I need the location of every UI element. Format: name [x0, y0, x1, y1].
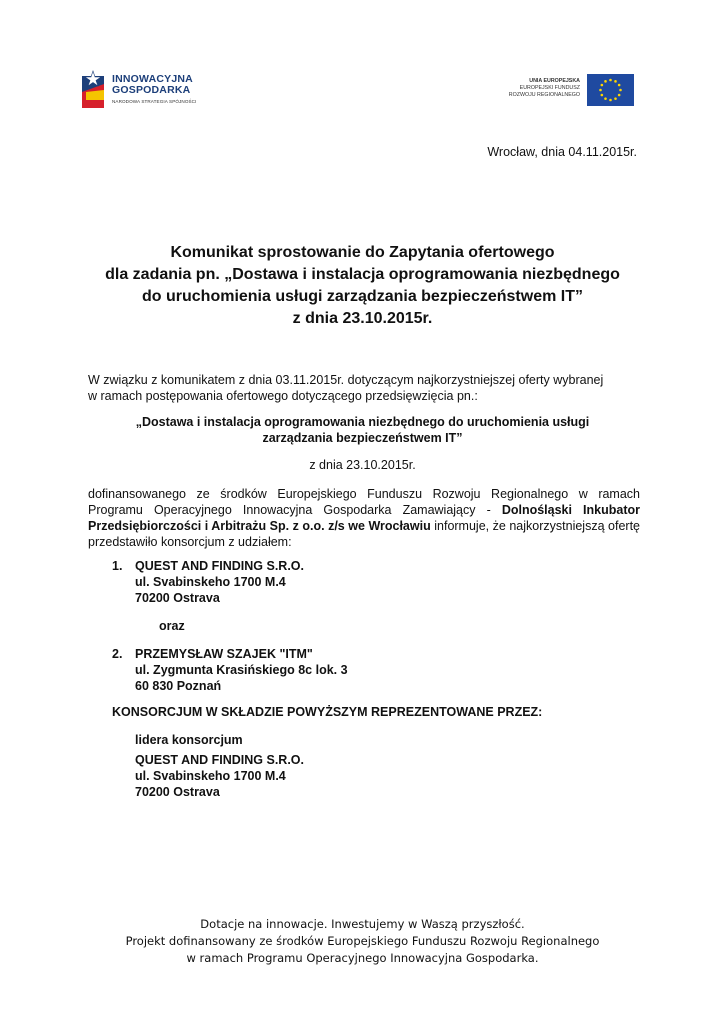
document-title: Komunikat sprostowanie do Zapytania ofertowego dla zadania pn. „Dostawa i instalacja oprogramowania niezbędnego do uruchomienia usługi zarządzania bezpieczeństwem IT” z dnia 23.10.2015r.: [105, 244, 620, 327]
eu-star-icon: [618, 84, 621, 87]
list-item: QUEST AND FINDING S.R.O. ul. Svabinskeho 1700 M.4 70200 Ostrava: [135, 559, 304, 605]
eu-star-icon: [609, 99, 612, 102]
date-line: Wrocław, dnia 04.11.2015r.: [487, 145, 637, 159]
eu-star-icon: [614, 97, 617, 100]
innowacyjna-gospodarka-logo: [80, 68, 210, 112]
eu-star-icon: [609, 79, 612, 82]
list-number-1: 1.: [112, 559, 123, 573]
eu-star-icon: [599, 89, 602, 92]
leader-address: QUEST AND FINDING S.R.O. ul. Svabinskeho 1700 M.4 70200 Ostrava: [135, 753, 304, 799]
eu-star-icon: [601, 94, 604, 97]
eu-logo-text: UNIA EUROPEJSKA EUROPEJSKI FUNDUSZ ROZWOJU REGIONALNEGO: [508, 78, 580, 98]
connector-text: oraz: [159, 619, 185, 633]
eu-logo: [502, 72, 634, 108]
eu-star-icon: [601, 84, 604, 87]
consortium-heading: KONSORCJUM W SKŁADZIE POWYŻSZYM REPREZENTOWANE PRZEZ:: [112, 705, 543, 719]
intro-paragraph: W związku z komunikatem z dnia 03.11.2015r. dotyczącym najkorzystniejszej oferty wybranej w ramach postępowania ofertowego dotyczącego przedsięwzięcia pn.:: [88, 373, 604, 403]
list-number-2: 2.: [112, 647, 123, 661]
eu-star-icon: [619, 89, 622, 92]
eu-star-icon: [604, 80, 607, 83]
logo-text: INNOWACYJNA GOSPODARKA: [112, 73, 193, 96]
project-name-quote: „Dostawa i instalacja oprogramowania niezbędnego do uruchomienia usługi zarządzania bezpieczeństwem IT”: [135, 415, 590, 445]
eu-star-icon: [614, 80, 617, 83]
list-item: PRZEMYSŁAW SZAJEK "ITM" ul. Zygmunta Krasińskiego 8c lok. 3 60 830 Poznań: [135, 647, 348, 693]
quote-date: z dnia 23.10.2015r.: [309, 458, 416, 472]
page-footer: Dotacje na innowacje. Inwestujemy w Waszą przyszłość. Projekt dofinansowany ze środków Europejskiego Funduszu Rozwoju Regionalnego w ramach Programu Operacyjnego Innowacyjna Gospodarka.: [125, 917, 600, 965]
leader-label: lidera konsorcjum: [135, 733, 243, 747]
logo-subtitle: NARODOWA STRATEGIA SPÓJNOŚCI: [112, 99, 197, 104]
eu-star-icon: [604, 97, 607, 100]
eu-star-icon: [618, 94, 621, 97]
body-paragraph: dofinansowanego ze środków Europejskiego Funduszu Rozwoju Regionalnego w ramach Programu Operacyjnego Innowacyjna Gospodarka Zamawiający - Dolnośląski Inkubator Przedsiębiorczości i Arbitrażu Sp. z o.o. z/s we Wrocławiu informuje, że najkorzystniejszą ofertę przedstawiło konsorcjum z udziałem:: [88, 487, 640, 549]
star-logo-icon: [80, 70, 106, 110]
eu-flag-icon: [587, 74, 634, 106]
